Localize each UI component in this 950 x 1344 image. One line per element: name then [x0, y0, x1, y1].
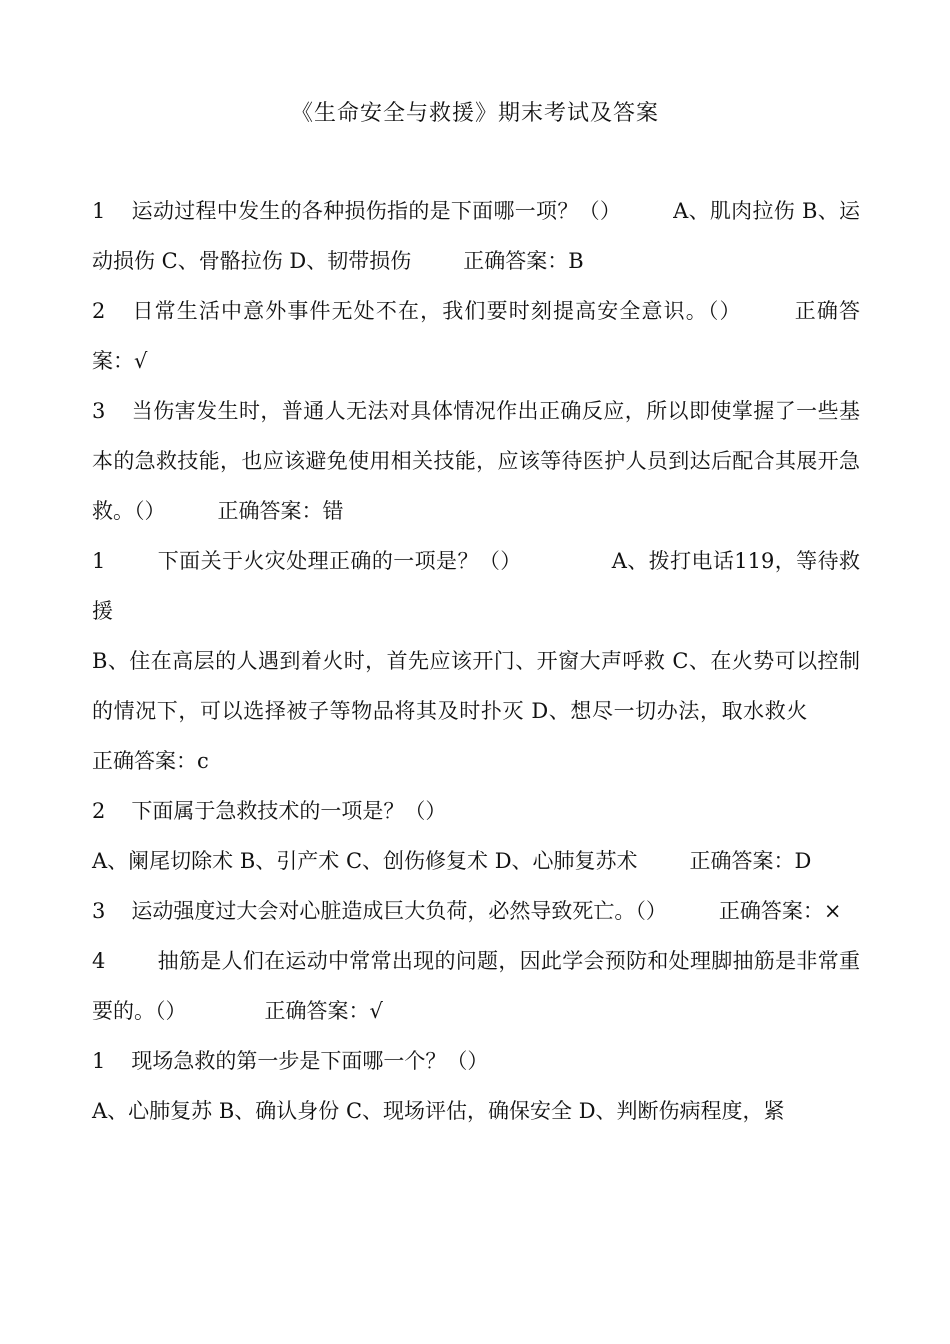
question-paragraph [92, 286, 860, 386]
question-text: 日常生活中意外事件无处不在，我们要时刻提高安全意识。（） [131, 299, 742, 323]
answer-text: 正确答案：c [92, 749, 209, 773]
question-number: 2 [92, 299, 106, 323]
question-options: A、拨打电话119，等待救援 [92, 549, 860, 623]
question-text: 运动强度过大会对心脏造成巨大负荷，必然导致死亡。（） [131, 899, 667, 923]
question-paragraph [92, 186, 860, 286]
document-body [92, 186, 860, 1136]
question-text: 现场急救的第一步是下面哪一个？（） [131, 1049, 489, 1073]
question-number: 3 [92, 899, 106, 923]
question-options: A、肌肉拉伤 B、运动损伤 C、骨骼拉伤 D、韧带损伤 [92, 199, 860, 273]
answer-text: 正确答案：D [689, 849, 812, 873]
question-paragraph [92, 786, 860, 836]
question-paragraph [92, 886, 860, 936]
answer-text: 正确答案：× [718, 899, 842, 923]
question-number: 3 [92, 399, 106, 423]
answer-text: 正确答案：错 [217, 499, 344, 523]
answer-text: 正确答案：B [463, 249, 584, 273]
question-text: 下面关于火灾处理正确的一项是？（） [157, 549, 522, 573]
question-number: 4 [92, 949, 106, 973]
question-text: 当伤害发生时，普通人无法对具体情况作出正确反应，所以即使掌握了一些基本的急救技能，也应该避免使用相关技能，应该等待医护人员到达后配合其展开急救。（） [92, 399, 860, 523]
options-paragraph [92, 836, 860, 886]
question-paragraph [92, 536, 860, 636]
document-title: 《生命安全与救援》期末考试及答案 [290, 101, 659, 126]
question-number: 2 [92, 799, 106, 823]
question-options: A、心肺复苏 B、确认身份 C、现场评估，确保安全 D、判断伤病程度，紧 [92, 1099, 785, 1123]
answer-text: 正确答案：√ [92, 299, 861, 373]
question-number: 1 [92, 549, 106, 573]
question-options: A、阑尾切除术 B、引产术 C、创伤修复术 D、心肺复苏术 [92, 849, 638, 873]
question-number: 1 [92, 1049, 106, 1073]
question-paragraph [92, 1036, 860, 1086]
question-text: 运动过程中发生的各种损伤指的是下面哪一项？（） [131, 199, 622, 223]
question-options: B、住在高层的人遇到着火时，首先应该开门、开窗大声呼救 C、在火势可以控制的情况下，可以选择被子等物品将其及时扑灭 D、想尽一切办法，取水救火 [92, 649, 860, 723]
question-paragraph [92, 936, 860, 1036]
question-paragraph [92, 386, 860, 536]
question-text: 抽筋是人们在运动中常常出现的问题，因此学会预防和处理脚抽筋是非常重要的。（） [92, 949, 860, 1023]
question-text: 下面属于急救技术的一项是？（） [131, 799, 447, 823]
answer-text: 正确答案：√ [264, 999, 383, 1023]
question-number: 1 [92, 199, 106, 223]
options-paragraph [92, 1086, 860, 1136]
options-paragraph [92, 636, 860, 786]
